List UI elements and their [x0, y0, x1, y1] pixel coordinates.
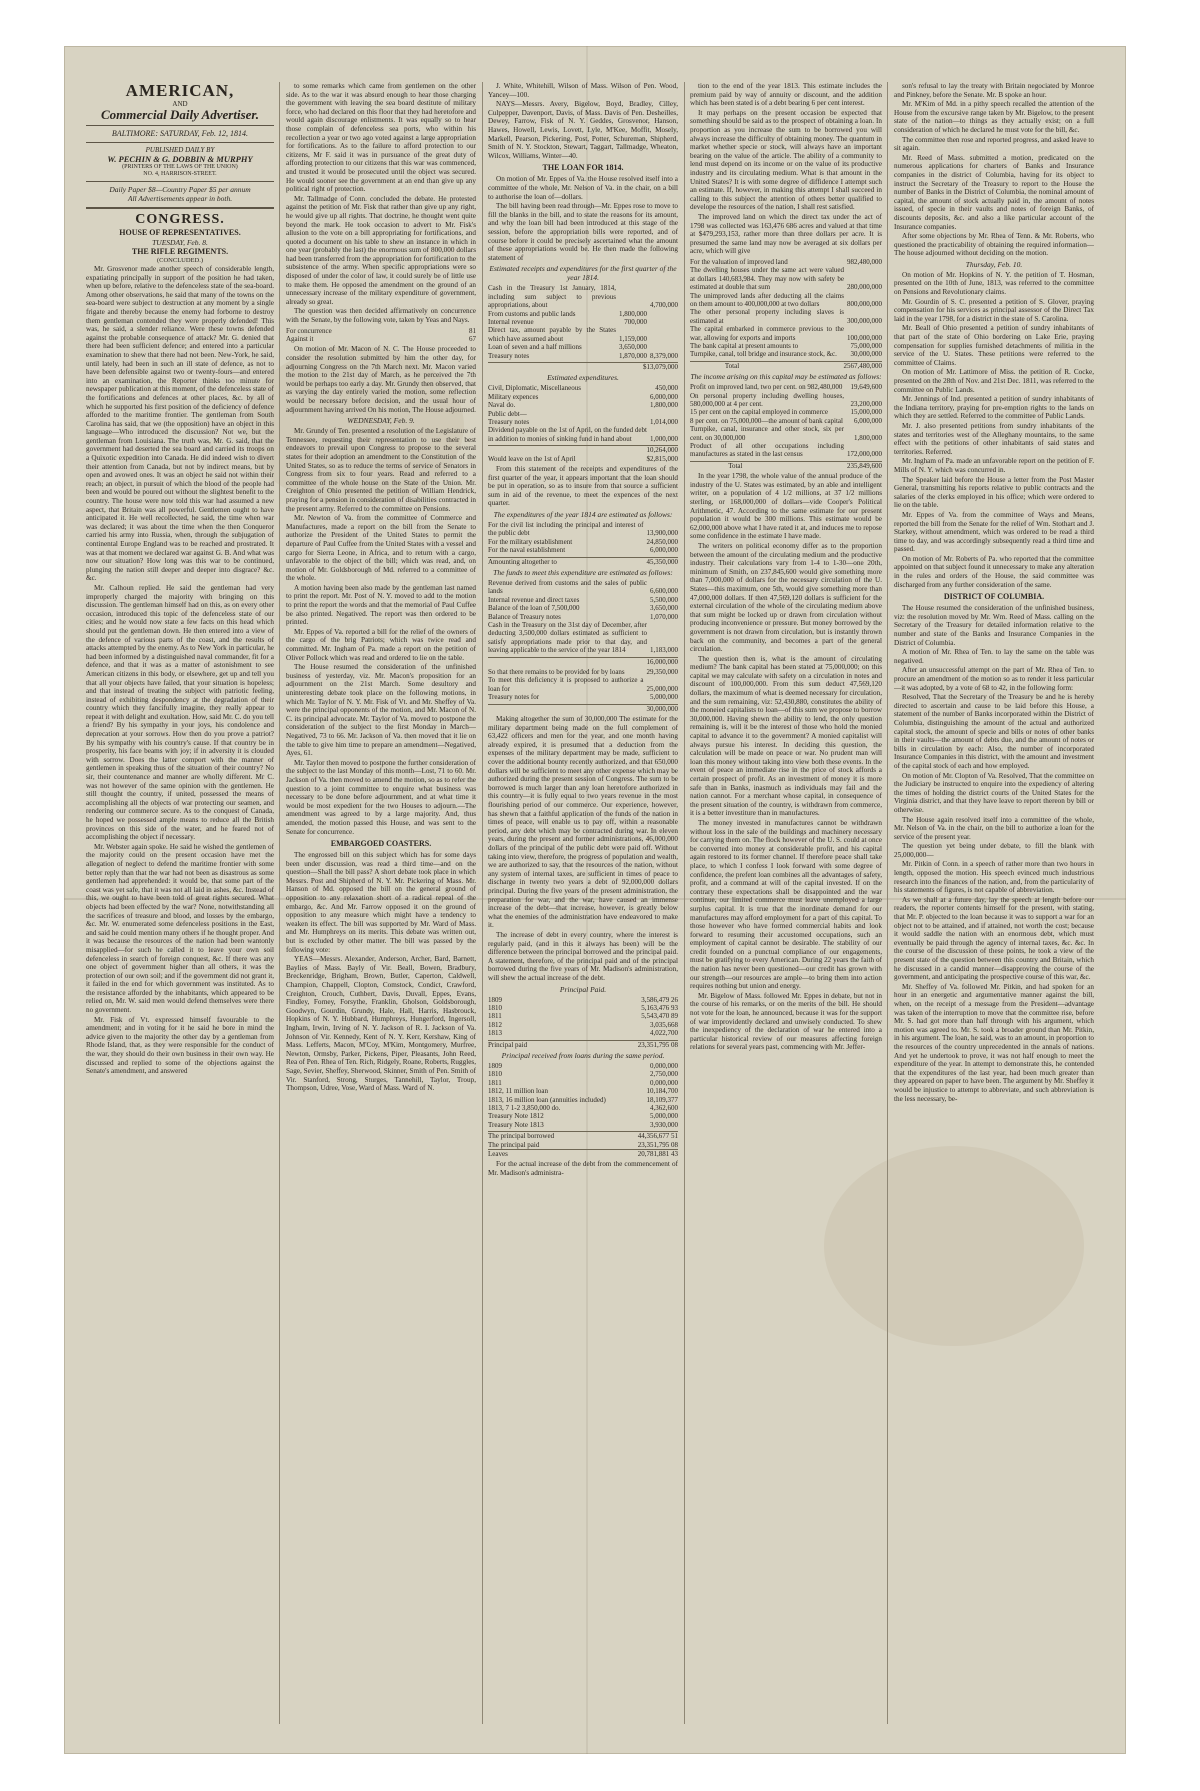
- paragraph: Mr. Beall of Ohio presented a petition of sundry inhabitants of that part of the state of Ohio bordering on Lake Erie, praying compensation for supplies furnished detachments of militia in the service of the U. States. These petitions were referred to the committee of Claims.: [894, 324, 1094, 367]
- paragraph: Mr. Sheffey of Va. followed Mr. Pitkin, and had spoken for an hour in an energetic and argumentative manner against the bill, when, on the receipt of a message from the President—advantage was taken of the interruption to move that the committee rise, before Mr. S. had got more than half through with his argument, which motion was agreed to. Mr. S. took a broader ground than Mr. Pitkin, in his argument. The loan, he said, was to an amount, in proportion to the resources of the country unprecedented in the annals of nations. And yet he undertook to prove, it was not half enough to meet the expenditure of the year. In attempt to demonstrate this, he contended that the expenditures of the last year, had been much greater than they appeared on paper to have been. The argument by Mr. Sheffey it would be injustice to attempt to abbreviate, and such abbreviation is the less necessary, be-: [894, 982, 1094, 1103]
- paragraph: Mr. Eppes of Va. reported a bill for the relief of the owners of the cargo of the brig Patriots; which was twice read and committed. Mr. Ingham of Pa. made a report on the petition of Oliver Pollock which was read and ordered to lie on the table.: [286, 627, 476, 662]
- figure-value: 700,000: [624, 317, 647, 326]
- figure-value: 5,000,000: [650, 693, 678, 702]
- masthead: [86, 82, 274, 209]
- remain-table: [488, 668, 678, 702]
- paragraph: Mr. Tallmadge of Conn. concluded the debate. He protested against the petition of Mr. Fisk that rather than give up any right, he would give up all rights. That doctrine, he thought went quite beyond the mark. He took occasion to advert to Mr. Fisk's allusion to the vote on a bill appropriating for fortifications, and quoted a document on his table to shew an instance in which in one year (probably the last) the enormous sum of 800,000 dollars had been transferred from the appropriation for fortification to the subsistence of the army. When specific appropriations were so disposed of under the color of law, it could surely be of little use to make them. He opposed the amendment on the ground of an unnecessary increase of the military expenditure of government, already so great.: [286, 194, 476, 306]
- figure-value: 1,000,000: [650, 434, 678, 443]
- figure-total: 8,379,000: [650, 351, 678, 360]
- figure-label: 1813, 7 1-2 3,850,000 do.: [488, 1103, 561, 1112]
- figure-label: Treasury notes for: [488, 693, 540, 702]
- figure-value: 15,000,000: [850, 408, 882, 417]
- figure-row: [690, 266, 882, 291]
- figure-value: 3,035,668: [650, 1020, 678, 1029]
- figure-value: 3,650,000: [619, 343, 647, 352]
- figure-value: 0,000,000: [650, 1078, 678, 1087]
- figure-label: For the valuation of improved land: [690, 257, 788, 266]
- figure-value: [616, 284, 647, 309]
- figure-value: 6,600,000: [650, 587, 678, 596]
- vote-label: Against it: [286, 335, 314, 344]
- figure-row: [488, 1112, 678, 1120]
- leaves-label: Leaves: [488, 1150, 603, 1159]
- expenditures-total-table: [488, 445, 678, 463]
- funds-total: 16,000,000: [488, 657, 678, 666]
- figure-total: [647, 326, 678, 343]
- paragraph: Mr. Grundy of Ten. presented a resolution of the Legislature of Tennessee, requesting their representation to use their best endeavors to prevail upon Congress to propose to the several states for their adoption an amendment to the Constitution of the United States, so as to reduce the terms of service of Senators in Congress from six to four years. Read and referred to a committee of the whole house on the State of the Union. Mr. Creighton of Ohio presented the petition of William Hendrick, praying for a pension in consideration of disabilities contracted in the present army. Referred to the committee on Pensions.: [286, 427, 476, 513]
- figure-label: Treasury Note 1812: [488, 1112, 544, 1121]
- column-5: [894, 82, 1094, 1724]
- paragraph: On motion of Mr. Roberts of Pa. who reported that the committee appointed on that subject found it unnecessary to make any alteration in the rules and orders of the House, the said committee was discharged from any further consideration of the same.: [894, 554, 1094, 589]
- paragraph: Mr. Webster again spoke. He said he wished the gentlemen of the majority could on the present occasion have met the allegation of neglect to defend the maritime frontier with some better reply than that the war had not been as disastrous as some gentlemen had apprehended: it would be, that some part of the coast was yet safe, that it was not all laid in ashes, &c. Instead of this, we ought to have been told of great rights secured. What objects had been effected by the war? None, notwithstanding all the sacrifices of treasure and blood, and losses by the embargo, &c. Mr. W. enumerated some defenceless positions in the East, and said he could mention many others if he thought proper. And it was because the resources of the nation had been wantonly misapplied—for such he called it to leave your own soil defenceless in search of foreign conquest, &c. If there was any one object of government higher than all others, it was the protection of our own soil; and if the government did not grant it, it failed in the end for which government was instituted. As to the resistance afforded by the inhabitants, which appeared to be relied on, Mr. W. said men would defend themselves were there no government.: [86, 842, 274, 1015]
- figure-row: [690, 308, 882, 325]
- figure-value: 5,543,470 89: [641, 1012, 678, 1021]
- figure-value: 450,000: [655, 384, 678, 393]
- expend-1814-total-label: Amounting altogether to: [488, 557, 615, 566]
- paragraph: to some remarks which came from gentlemen on the other side. As to the war it was absurd enough to hear those charging the government with leaving the sea board destitute of military force, who had declared on this floor that they had heretofore and would again discourage enlistments. It was equally so to hear those complain of defenceless sea ports, who within his recollection a year or two ago voted against a large appropriation for fortifications. As to the failure to afford protection to our citizens, Mr F. said it was in pursuance of the great duty of affording protection to our citizens that this war was commenced, and trusted it would be prosecuted until the object was secured. He would sooner see the government at an end than give up any political right of protection.: [286, 82, 476, 194]
- figure-value: 5,000,000: [650, 1112, 678, 1121]
- figure-row: [488, 676, 678, 693]
- figure-value: 4,362,600: [650, 1103, 678, 1112]
- figure-row: [488, 310, 678, 318]
- figure-label: Revenue derived from customs and the sales of public lands: [488, 579, 647, 596]
- receipts-total: $13,079,000: [488, 362, 678, 371]
- receipts-table: [488, 284, 678, 360]
- paragraph: Mr. Jennings of Ind. presented a petition of sundry inhabitants of the Indiana territory, praying for pre-emption rights to the lands on which they are settled. Referred to the committee of Public Lands.: [894, 395, 1094, 421]
- paragraph: The question yet being under debate, to fill the blank with 25,000,000—: [894, 842, 1094, 859]
- figure-label: 1809: [488, 1061, 502, 1070]
- borrowed-value: 44,356,677 51: [603, 1132, 678, 1141]
- masthead-and: AND: [172, 100, 188, 108]
- principal-paid-total-label: Principal paid: [488, 1040, 578, 1049]
- figure-value: 5,163,476 93: [641, 1003, 678, 1012]
- figure-label: For the naval establishment: [488, 546, 566, 555]
- paragraph: On motion of Mr. Lattimore of Miss. the petition of R. Cocke, presented on the 28th of Nov. and 21st Dec. 1811, was referred to the committee on Public Lands.: [894, 368, 1094, 394]
- figure-label: 1812, 11 million loan: [488, 1087, 549, 1096]
- income-total: 235,849,600: [742, 461, 882, 470]
- figure-label: Internal revenue: [488, 317, 534, 326]
- paragraph: The committee then rose and reported progress, and asked leave to sit again.: [894, 135, 1094, 153]
- paragraph: After an unsuccessful attempt on the part of Mr. Rhea of Ten. to procure an amendment of the motion so as to render it less particular—it was adopted, by a vote of 68 to 42, in the following form:: [894, 666, 1094, 692]
- publishers: W. PECHIN & G. DOBBIN & MURPHY: [107, 154, 253, 164]
- figure-value: 172,000,000: [847, 450, 882, 459]
- paragraph: Mr. Taylor then moved to postpone the further consideration of the subject to the last Monday of this month—Lost, 71 to 60. Mr. Jackson of Va. then moved to amend the motion, so as to refer the question to a joint committee to enquire what business was necessary to be done before adjournment, and at what time it would be most expedient for the two Houses to adjourn.—The amendment was agreed to by a large majority. And, thus amended, the motion passed this House, and was sent to the Senate for concurrence.: [286, 758, 476, 836]
- paragraph: Mr. Grosvenor made another speech of considerable length, expatiating principally in support of the position he had taken, when up before, relative to the defenceless state of the sea-board. Among other observations, he said that many of the towns on the sea-board were subject to destruction at any moment by a single frigate and thereby because the enemy had forborne to destroy them gentleman contended they were properly defended! This was, he said, a slender reliance. Were these towns defended against the probable consequence of attack? Mr. G. denied that there had been sufficient defence; and entered into a particular examination to shew that there had not been. New-York, he said, until lately, had been in such an ill state of defence, as not to have been defensible against two or twenty-fours—and entered into an examination, the Reporter thinks too minute for newspaper publication at this moment, of the defenceless state of the fortifications and defences at other places, &c. by all of which he supported his first position of the deficiency of defence afforded to the maritime frontier. The gentleman from South Carolina has said, that we (the opposition) have an object in this language—Who introduced the discussion? Not we, but the gentleman from Louisiana. The truth was, Mr. G. said, that the government had deserted the sea board and carried its troops on a Quixotic expedition into Canada. He did indeed wish to divert their attention from Canada, but not by indirect means, but by open and avowed ones. It was an object he said not within their reach; an object, in pursuit of which the blood of the people had been and would be poured out without the slightest benefit to the country. The house were now told this war had assumed a new aspect, that Britain was all powerful. Gentlemen ought to have anticipated it. He well recollected, he said, the time when war was declared; it was about the time when the then Conqueror carried his army into Russia, when, through the subjugation of continental Europe England was to be reached and prostrated. It was at that moment we declared war against G. B. And what was now our situation? How long was this war to be continued, plunging the nation still deeper and deeper into disgrace? &c. &c.: [86, 265, 274, 583]
- funds-table: [488, 579, 678, 655]
- property-total: 2567,480,000: [739, 361, 882, 370]
- figure-label: 1812: [488, 1020, 502, 1029]
- funds-heading: The funds to meet this expenditure are estimated as follows:: [493, 568, 673, 577]
- figure-label: Balance of Treasury notes: [488, 612, 561, 621]
- figure-row: [488, 343, 678, 351]
- figure-value: 1,870,000: [619, 351, 647, 360]
- figure-label: Turnpike, canal, toll bridge and insurance stock, &c.: [690, 350, 837, 359]
- figure-label: 1810: [488, 1070, 502, 1079]
- paragraph: From this statement of the receipts and expenditures of the first quarter of the year, it appears important that the loan should be put in operation, so as to insure from that source a sufficient sum in aid of the revenue, to meet the expences of the next quarter.: [488, 465, 678, 508]
- figure-row: [690, 383, 882, 391]
- figure-label: The capital embarked in commerce previous to the war, allowing for exports and imports: [690, 325, 844, 342]
- figure-value: 75,000,000: [850, 341, 882, 350]
- expenditures-total: 10,264,000: [624, 446, 678, 455]
- session-date: TUESDAY, Feb. 8.: [152, 238, 208, 247]
- figure-row: [488, 579, 678, 596]
- figure-label: Product of all other occupations including manufactures as stated in the last census: [690, 442, 844, 459]
- congress-heading: CONGRESS.: [135, 212, 225, 227]
- property-table: [690, 258, 882, 359]
- wednesday-heading: WEDNESDAY, Feb. 9.: [347, 416, 415, 426]
- figure-row: [488, 352, 678, 360]
- figure-value: 3,930,000: [650, 1120, 678, 1129]
- published-by: PUBLISHED DAILY BY: [145, 146, 215, 154]
- advertisement-terms: All Advertisements appear in both.: [127, 194, 233, 203]
- principal-paid-total-table: [488, 1040, 678, 1049]
- figure-label: Military expences: [488, 392, 539, 401]
- figure-row: [690, 342, 882, 350]
- paragraph: The House again resolved itself into a committee of the whole, Mr. Nelson of Va. in the chair, on the bill to authorize a loan for the service of the present year.: [894, 815, 1094, 841]
- thursday-heading: Thursday, Feb. 10.: [965, 259, 1023, 269]
- figure-value: 2,750,000: [650, 1070, 678, 1079]
- figure-value: [647, 410, 678, 418]
- paragraph: Mr. Reed of Mass. submitted a motion, predicated on the numerous applications for charters of Banks and Insurance companies in the district of Columbia, having for its object to instruct the Secretary of the Treasury to report to the House the number of Banks in the District of Columbia, the nominal amount of capital, the amount of stock actually paid in, the amount of notes issued, of specie in their vaults and notes of foreign Banks, of discounts deposits, &c. and also a like particular account of the Insurance companies.: [894, 153, 1094, 231]
- figure-value: 1,800,000: [854, 433, 882, 442]
- paragraph: On motion of Mr. Clopton of Va. Resolved, That the committee on the Judiciary be instructed to enquire into the expediency of altering the times of holding the district courts of the United States for the Virginia district, and that they have leave to report thereon by bill or otherwise.: [894, 771, 1094, 814]
- expend-1814-table: [488, 521, 678, 555]
- figure-row: [488, 521, 678, 538]
- balance-value: $2,815,000: [646, 454, 678, 463]
- income-total-table: [690, 461, 882, 470]
- figure-value: 18,109,377: [646, 1095, 678, 1104]
- property-total-table: [690, 361, 882, 370]
- figure-row: [488, 621, 678, 655]
- paragraph: On motion of Mr. Macon of N. C. The House proceeded to consider the resolution submitted by him the other day, for adjourning Congress on the 7th March next. Mr. Macon varied the motion to the 21st day of March, as he perceived the 7th would be perhaps too early a day. Mr. Grundy then observed, that as varying the day entirely varied the motion, some reflection would be necessary before decision, and the usual hour of adjournment having arrived On his motion, The House adjourned.: [286, 345, 476, 414]
- figure-value: 19,649,600: [850, 383, 882, 392]
- figure-label: Dividend payable on the 1st of April, on the funded debt in addition to monies of sinking fund in hand about: [488, 426, 647, 443]
- paragraph: NAYS—Messrs. Avery, Bigelow, Boyd, Bradley, Cilley, Culpepper, Davenport, Davis, of Mass. Davis of Pen. Desheilles, Dewey, Farrow, Fisk of N. Y. Geddes, Grosvenor, Hanson, Hawes, Howell, Lewis, Lovett, Lyle, M'Kee, Moffit, Mosely, Markell, Pearson, Pickering, Post, Potter, Schureman, Shipherd, Smith of N. Y. Stockton, Stewart, Taggart, Tallmadge, Wheaton, Wilcox, Williams, Winter—40.: [488, 100, 678, 160]
- figure-value: 30,000,000: [850, 350, 882, 359]
- received-heading: Principal received from loans during the same period.: [501, 1050, 665, 1060]
- paragraph: The bill having been read through—Mr. Eppes rose to move to fill the blanks in the bill, and to state the reasons for its amount, and why the loan bill had been introduced at this stage of the session, before the appropriation bills were reported, and of course before it could be precisely ascertained what the amount of these appropriations would be. He then made the following statement of: [488, 202, 678, 262]
- figure-label: So that there remains to be provided for by loans: [488, 668, 625, 677]
- paragraph: Mr. J. also presented petitions from sundry inhabitants of the states and territories west of the Alleghany mountains, to the same effect with the petitions of other inhabitants of said states and territories. Referred.: [894, 421, 1094, 456]
- coasters-heading: EMBARGOED COASTERS.: [330, 839, 432, 849]
- paragraph: Mr. Ingham of Pa. made an unfavorable report on the petition of F. Mills of N. Y. which was concurred in.: [894, 457, 1094, 474]
- figure-row: [690, 417, 882, 425]
- figure-value: 4,022,700: [650, 1029, 678, 1038]
- figure-row: [690, 425, 882, 442]
- figure-row: [690, 292, 882, 309]
- income-table: [690, 383, 882, 459]
- paragraph: The House resumed the consideration of the unfinished business of yesterday, viz. Mr. Macon's proposition for an adjournment on the 21st March. Some desultory and uninteresting debate took place on the following motions, in which Mr. Taylor of N. Y. Mr. Fisk of Vt. and Mr. Sheffey of Va. were the principal opponents of the motion, and Mr. Macon of N. C. its principal advocate. Mr. Taylor of Va. moved to postpone the consideration of the subject to the first Monday in March—Negatived, 73 to 66. Mr. Jackson of Va. then moved that it lie on the table to give him time to prepare an amendment—Negatived, Ayes, 61.: [286, 663, 476, 758]
- column-2: [286, 82, 476, 1724]
- figure-label: 1811: [488, 1012, 502, 1021]
- figure-label: From customs and public lands: [488, 309, 576, 318]
- figure-value: 13,900,000: [646, 529, 678, 538]
- paragraph: The Speaker laid before the House a letter from the Post Master General, transmitting his reports relative to public contracts and the salaries of the clerks employed in his office; which were ordered to lie on the table.: [894, 475, 1094, 510]
- figure-value: 1,014,000: [650, 417, 678, 426]
- paragraph: For the actual increase of the debt from the commencement of Mr. Madison's administra-: [488, 1160, 678, 1177]
- paragraph: Mr. M'Kim of Md. in a pithy speech recalled the attention of the House from the excursive range taken by Mr. Bigelow, to the present state of the nation—to things as they actually exist; on a full consideration of which he declared he must vote for the bill, &c.: [894, 100, 1094, 134]
- paragraph: son's refusal to lay the treaty with Britain negociated by Monroe and Pinkney, before the Senate. Mr. B spoke an hour.: [894, 82, 1094, 99]
- column-rule: [684, 82, 685, 1724]
- masthead-date: BALTIMORE: SATURDAY, Feb. 12, 1814.: [111, 129, 249, 138]
- figure-total: [647, 343, 678, 351]
- borrowed-label: The principal borrowed: [488, 1132, 603, 1141]
- figure-row: [488, 410, 678, 418]
- paragraph: In the year 1798, the whole value of the annual produce of the industry of the U. States was estimated, by an able and intelligent writer, on a population of 4 1/2 millions, at 37 1/2 millions sterling, or 168,000,000 of dollars—vide Cooper's Political Arithmetic, 47. According to the same estimate for our present population it would be 300 millions. This estimate would be 62,000,000 above what I have rated it at, and induces me to repose some confidence in the estimate I have made.: [690, 472, 882, 541]
- paragraph: The engrossed bill on this subject which has for some days been under discussion, was read a third time—and on the question—Shall the bill pass? A short debate took place in which Messrs. Post and Shipherd of N. Y. Mr. Pickering of Mass. Mr. Hanson of Md. opposed the bill on the general ground of opposition to any relaxation short of a radical repeal of the embargo, &c. And Mr. Farrow opposed it on the ground of opposition to any measure which might have a tendency to weaken its effect. The bill was supported by Mr. Ward of Mass. and Mr. Humphreys on its merits. This debate was written out, but is excluded by other matter. The bill was passed by the following vote:: [286, 851, 476, 954]
- figure-value: 1,183,000: [650, 646, 678, 655]
- figure-label: Direct tax, amount payable by the States which have assumed about: [488, 326, 616, 343]
- figure-value: 29,350,000: [646, 668, 678, 677]
- figure-label: Loan of seven and a half millions: [488, 343, 582, 352]
- figure-label: The bank capital at present amounts to: [690, 341, 799, 350]
- paragraph: Mr. Gourdin of S. C. presented a petition of S. Glover, praying compensation for his services as principal assessor of the Direct Tax laid in the year 1798, for a district in the state of S. Carolina.: [894, 297, 1094, 323]
- figure-label: Civil, Diplomatic, Miscellaneous: [488, 384, 581, 393]
- vote-label: For concurrence: [286, 326, 332, 335]
- figure-label: Balance of the loan of 7,500,000: [488, 604, 580, 613]
- property-total-label: Total: [690, 361, 739, 370]
- subscription-terms: Daily Paper $8—Country Paper $5 per annum: [109, 185, 251, 194]
- figure-row: [690, 258, 882, 266]
- figure-value: 1,800,000: [650, 401, 678, 410]
- leaves-value: 20,781,881 43: [603, 1150, 678, 1159]
- paragraph: After some objections by Mr. Rhea of Tenn. & Mr. Roberts, who questioned the practicability of obtaining the required information—The house adjourned without deciding on the motion.: [894, 232, 1094, 258]
- principal-paid-table: [488, 996, 678, 1038]
- paragraph: Mr. Newton of Va. from the committee of Commerce and Manufactures, made a report on the bill from the Senate to authorize the President of the United States to permit the departure of Paul Cuffee from the United States with a vessel and cargo for Sierra Leone, in Africa, and to return with a cargo, unfavorable to the object of the bill; which was read, and, on motion of Mr. Goldsborough of Md. referred to a committee of the whole.: [286, 514, 476, 583]
- figure-row: [488, 596, 678, 604]
- paragraph: YEAS—Messrs. Alexander, Anderson, Archer, Bard, Barnett, Baylies of Mass. Bayly of Vir. Beall, Bowen, Bradbury, Breckenridge, Brigham, Brown, Butler, Caperton, Caldwell, Champion, Chappell, Clopton, Comstock, Condict, Crawford, Creighton, Crouch, Cuthbert, Davis, Duvall, Eppes, Evans, Findley, Forney, Forsythe, Franklin, Gholson, Goldsborough, Goodwyn, Gourdin, Grundy, Hale, Hall, Harris, Hasbrouck, Hopkins of N. Y. Hubbard, Humphreys, Hungerford, Ingersoll, Ingham, Irwin, Irving of N. Y. Jackson of R. I. Jackson of Va. Johnson of Vir. Kennedy, Kent of N. Y. Kerr, Kershaw, King of Mass. Lefferts, Macon, M'Coy, M'Kim, Montgomery, Murfree, Newton, Ormsby, Parker, Pickens, Piper, Pleasants, John Reed, Rea of Pen. Rhea of Ten. Rich, Ridgely, Roane, Roberts, Ruggles, Sage, Sevier, Sheffey, Sherwood, Skinner, Smith of Pen. Smith of Vir. Stanford, Strong, Sturges, Tannehill, Taylor, Troup, Thompson, Udree, Vose, Ward of Mass. Ward of N.: [286, 955, 476, 1093]
- figure-label: For the civil list including the principal and interest of the public debt: [488, 520, 644, 538]
- figure-row: [488, 1104, 678, 1112]
- figure-label: 8 per cent. on 75,000,000—the amount of bank capital: [690, 416, 843, 425]
- expenditures-heading: Estimated expenditures.: [547, 373, 619, 383]
- column-rule: [482, 82, 483, 1724]
- figure-label: Treasury notes: [488, 351, 530, 360]
- receipts-total-table: [488, 362, 678, 371]
- balance-label: Would leave on the 1st of April: [488, 454, 576, 463]
- figure-total: [647, 318, 678, 326]
- figure-row: [488, 613, 678, 621]
- figure-value: 800,000,000: [847, 299, 882, 308]
- vote-value: 81: [469, 326, 476, 335]
- district-heading: DISTRICT OF COLUMBIA.: [943, 592, 1045, 602]
- figure-label: To meet this deficiency it is proposed to authorize a loan for: [488, 676, 644, 693]
- paragraph: Mr. Fisk of Vt. expressed himself favourable to the amendment; and in voting for it he said he bore in mind the advice given to the majority the other day by a gentleman from Rhode Island, that, as they were responsible for the conduct of the war, they should do their own business in their own way. He discussed and replied to some of the objections against the Senate's amendment, and answered: [86, 1015, 274, 1076]
- figure-row: [488, 1012, 678, 1020]
- paragraph: Mr. Calhoun replied. He said the gentleman had very improperly charged the majority with bringing on this discussion. The gentleman himself had on this, as on every other occasion, introduced this topic of the defenceless state of our cities; and he would now state a few facts on this head which should put the gentleman down. He then entered into a view of the defence of various parts of the coast, and the results of attacks attempted by the enemy. As to New York in particular, he had been informed by a distinguished naval commander, fit for a defence, and that it was as a matter of astonishment to see American citizens in this body, or elsewhere, get up and tell you that all your objects have failed, that your situation is hopeless; and that instead of treating the subject with patriotic feeling, instead of exhibiting despondency at the degradation of their country which they fancifully imagine, they really appear to repeat it with delight and exultation. How, said Mr. C. do you tell a friend? By his sympathy in your joys, his condolence and deprecation at your sorrows. How then do you prove a patriot? By his sympathy with his country's cause. If that country be in prosperity, his face beams with joy; if in adversity it is clouded with sorrow. Does the latter comport with the manner of gentlemen in speaking thus of the situation of their country? No sir, their countenance and manner are wholly different. Mr C. was not however of the same opinion with the gentlemen. He still thought the country, if united, possessed the means of accomplishing all the objects of war protecting our seamen, and rendering our commerce secure. As to the conquest of Canada, he hoped we possessed ample means to reduce all the British provinces on this side of the water, and he feared not of accomplishing the object if necessary.: [86, 583, 274, 842]
- summary-table: [488, 1131, 678, 1158]
- figure-value: 1,800,000: [619, 309, 647, 318]
- figure-total: [647, 310, 678, 318]
- loan-heading: THE LOAN FOR 1814.: [542, 163, 624, 173]
- figure-label: Naval do.: [488, 401, 516, 410]
- figure-row: [488, 996, 678, 1004]
- figure-label: The unimproved lands after deducting all the claims on them amount to 400,000,000 at two dollars: [690, 291, 844, 308]
- column-1: [86, 82, 274, 1724]
- figure-row: [488, 1079, 678, 1087]
- figure-value: 24,850,000: [646, 537, 678, 546]
- figure-row: [488, 393, 678, 401]
- figure-label: Profit on improved land, two per cent. on 982,480,000: [690, 383, 843, 392]
- figure-label: Public debt—: [488, 409, 527, 418]
- figure-label: 1810: [488, 1003, 502, 1012]
- paragraph: Mr. Eppes of Va. from the committee of Ways and Means, reported the bill from the Senate for the relief of Wm. Stothart and J. Starkey, without amendment, which was ordered to be read a third time to day, and was accordingly subsequently read a third time and passed.: [894, 510, 1094, 554]
- figure-value: 10,184,700: [646, 1087, 678, 1096]
- figure-row: [488, 1087, 678, 1095]
- remain-total: 30,000,000: [488, 704, 678, 713]
- figure-label: Cash in the Treasury on the 31st day of December, after deducting 3,500,000 dollars estimated as sufficient to satisfy appropriations made prior to that day, and leaving applicable to the service of the year 1814: [488, 621, 647, 655]
- estimate-heading: Estimated receipts and expenditures for the first quarter of the year 1814.: [489, 264, 677, 283]
- expend-1814-total: 45,350,000: [615, 557, 678, 566]
- figure-value: 982,480,000: [847, 257, 882, 266]
- vote-table: [286, 327, 476, 344]
- income-total-label: Total: [690, 461, 742, 470]
- figure-row: [488, 546, 678, 554]
- masthead-subtitle: Commercial Daily Advertiser.: [100, 107, 260, 122]
- figure-label: 1813, 16 million loan (annuities included): [488, 1095, 606, 1104]
- paid-label: The principal paid: [488, 1140, 540, 1149]
- paragraph: The increase of debt in every country, where the interest is regularly paid, (and in this it always has been) will be the difference between the principal borrowed and the principal paid. A statement, therefore, of the principal paid and of the principal borrowed during the five years of Mr. Madison's administration, will shew the actual increase of the debt.: [488, 930, 678, 982]
- figure-label: Treasury notes: [488, 417, 530, 426]
- column-4: [690, 82, 882, 1724]
- paragraph: It may perhaps on the present occasion be expected that something should be said as to the prospect of obtaining a loan. In proportion as you increase the sum to be borrowed you will always increase the difficulty of obtaining money. The quantum in market whether specie or stock, will always have an important bearing on the value of the article. The ability of a community to lend must depend on its income or on the value of its productive industry and its circulating medium. What is that amount in the United States? It is with some degree of diffidence I attempt such an estimate. If, however, in making this attempt I shall succeed in calling to this subject the attention of others better qualified to develope the resources of the nation, I shall rest satisfied.: [690, 108, 882, 212]
- figure-row: [690, 325, 882, 342]
- paragraph: J. White, Whitehill, Wilson of Mass. Wilson of Pen. Wood, Yancey—100.: [488, 82, 678, 99]
- figure-label: Turnpike, canal, insurance and other stock, six per cent. on 30,000,000: [690, 425, 844, 442]
- paragraph: The money invested in manufactures cannot be withdrawn without loss in the sale of the buildings and machinery necessary for carrying them on. The flock however of the U. S. could at once be converted into money at considerable profit, and his capital again restored to its former channel. If therefore peace shall take place, to which I confess I look forward with some degree of confidence, the prefent loan combines all the advantages of safety, profit, and a command at will of the capital invested. If on the contrary these expectations shall be disappointed and the war continue, our limited commerce must leave unemployed a large surplus capital. It is true that the inordinate demand for our manufactures may afford employment for a part of this capital. To those however who have formed commercial habits and look forward to resuming their accustomed occupations, such an employment of capital cannot be desirable. The stability of our credit founded on a punctual compliance of our engagements, must be gratifying to every American. During 22 years the faith of the nation has never been questioned—our credit has grown with our strength—our resources are ample—to bring them into action requires nothing but union and energy.: [690, 818, 882, 991]
- figure-row: [690, 392, 882, 409]
- figure-row: [488, 538, 678, 546]
- figure-row: [488, 284, 678, 309]
- paragraph: A motion having been also made by the gentleman last named to print the report. Mr. Post of N. Y. moved to add to the motion to print the report the words and that the memorial of Paul Cuffee be also printed. Negatived. The report was then ordered to be printed.: [286, 583, 476, 627]
- expend-1814-heading: The expenditures of the year 1814 are estimated as follows:: [493, 509, 673, 519]
- column-rule: [279, 82, 280, 1724]
- figure-value: 3,650,000: [650, 604, 678, 613]
- paragraph: On motion of Mr. Eppes of Va. the House resolved itself into a committee of the whole, Mr. Nelson of Va. in the chair, on a bill to authorise the loan of—dollars.: [488, 175, 678, 201]
- figure-label: The dwelling houses under the same act were valued at dollars 140,683,984. They may now with safety be estimated at double that sum: [690, 266, 844, 292]
- paragraph: As we shall at a future day, lay the speech at length before our readers, the reporter contents himself for the present, with stating, that Mr. P. objected to the loan because it was to support a war for an object not to be attained, and if attained, not worth the cost; because it would saddle the nation with an enormous debt, which must eventually be paid through the agency of internal taxes, &c. &c. In the course of the discussion of these points, he took a view of the present state of the question between this country and Britain, which he discussed in a candid manner—disapproving the course of the government, and anticipating the prospective course of this war, &c.: [894, 895, 1094, 982]
- paragraph: On motion of Mr. Hopkins of N. Y. the petition of T. Hosman, presented on the 10th of June, 1813, was referred to the committee on Pensions and Revolutionary claims.: [894, 270, 1094, 297]
- figure-row: [488, 384, 678, 392]
- figure-label: 1809: [488, 995, 502, 1004]
- figure-row: [488, 668, 678, 676]
- figure-row: [690, 350, 882, 358]
- figure-value: 5,500,000: [650, 595, 678, 604]
- figure-label: 1813: [488, 1029, 502, 1038]
- publisher-address: NO. 4, HARRISON-STREET.: [143, 171, 217, 177]
- figure-row: [488, 1004, 678, 1012]
- concluded-note: (CONCLUDED.): [156, 257, 204, 264]
- paragraph: The writers on political economy differ as to the proportion between the amount of the circulating medium and the productive industry. Their calculations vary from 1-4 to 1-30—one 20th, minimum of Smith, on 237,845,600 would give something more than 7,000,000 of dollars for the necessary circulation of the U. States—this maximum, one 5th, would give something more than 47,000,000 dollars. If then 47,569,120 dollars is sufficient for the external circulation of the whole of the circulating medium above that sum might be locked up or drawn from circulation without producing inconvenience or pressure. But money borrowed by the government is not drawn from circulation, but is instantly thrown back on the community, and becomes a part of the general circulation.: [690, 541, 882, 654]
- figure-value: 25,000,000: [646, 684, 678, 693]
- figure-value: 300,000,000: [847, 316, 882, 325]
- figure-value: 1,070,000: [650, 612, 678, 621]
- figure-row: [488, 1062, 678, 1070]
- figure-label: Internal revenue and direct taxes: [488, 595, 580, 604]
- figure-row: [488, 1021, 678, 1029]
- figure-label: The other personal property including slaves is estimated at: [690, 308, 844, 325]
- figure-row: [488, 1070, 678, 1078]
- figure-value: 6,000,000: [650, 392, 678, 401]
- figure-value: 6,000,000: [854, 416, 882, 425]
- column-3: [488, 82, 678, 1724]
- paragraph: A motion of Mr. Rhea of Ten. to lay the same on the table was negatived.: [894, 648, 1094, 665]
- figure-label: 15 per cent on the capital employed in commerce: [690, 408, 829, 417]
- figure-value: 100,000,000: [847, 333, 882, 342]
- figure-row: [690, 408, 882, 416]
- paragraph: The question was then decided affirmatively on concurrence with the Senate, by the following vote, taken by Yeas and Nays.: [286, 307, 476, 325]
- expenditures-table: [488, 384, 678, 443]
- figure-row: [488, 604, 678, 612]
- funds-total-table: [488, 657, 678, 666]
- received-table: [488, 1062, 678, 1129]
- paragraph: Mr. Bigelow of Mass. followed Mr. Eppes in debate, but not in the course of his remarks, or on the merits of the bill. He should not vote for the loan, he announced, because it was for the support of war improvidently declared and unwisely conducted. To shew the inexpediency of the declaration of war he entered into a particular historical review of our measures affecting foreign relations for several years past, commencing with Mr. Jeffer-: [690, 991, 882, 1052]
- column-rule: [887, 82, 888, 1724]
- newspaper-page: [64, 46, 1126, 1754]
- principal-paid-total: 23,351,795 08: [578, 1040, 678, 1049]
- figure-label: 1811: [488, 1078, 502, 1087]
- section-heading: THE RIFLE REGIMENTS.: [131, 247, 229, 256]
- figure-row: [488, 418, 678, 426]
- principal-paid-heading: Principal Paid.: [559, 984, 607, 994]
- figure-row: [488, 1121, 678, 1129]
- figure-label: Cash in the Treasury 1st January, 1814, including sum subject to previous appropriations, about: [488, 284, 616, 310]
- figure-value: 1,159,000: [619, 334, 647, 343]
- vote-value: 67: [469, 335, 476, 344]
- figure-total: 4,700,000: [650, 301, 678, 310]
- figure-row: [488, 326, 678, 343]
- figure-value: 23,200,000: [850, 399, 882, 408]
- expend-1814-total-table: [488, 557, 678, 566]
- figure-value: 3,586,479 26: [641, 995, 678, 1004]
- figure-value: 280,000,000: [847, 283, 882, 292]
- paragraph: The question then is, what is the amount of circulating medium? The bank capital has been stated at 75,000,000; on this capital we may calculate with safety on a circulation in notes and discount of 100,000,000. From this sum deduct 47,569,120 dollars, the maximum of what is deemed necessary for circulation, and the sum remaining, viz: 52,430,880, constitutes the ability of the moneied capitalists to loan—of this sum we propose to borrow 30,000,000. Having shewn the ability to lend, the only question remaining is, will it be the interest of those who hold the monied capital to advance it to the government? A monied capitalist will always pursue his interest. In deciding this question, the calculation will be made on peace or war. No prudent man will loan this money without taking into view both these events. In the event of peace an immediate rise in the price of stock affords a certain prospect of profit. As an investment of money it is more safe than in Banks, inasmuch as individuals may fail and the nation cannot. For a merchant whose capital, in consequence of the present situation of the country, is withdrawn from commerce, it is a better investiture than in manufactures.: [690, 654, 882, 818]
- printers-note: (PRINTERS OF THE LAWS OF THE UNION): [122, 164, 238, 170]
- figure-row: [488, 693, 678, 701]
- house-heading: HOUSE OF REPRESENTATIVES.: [119, 228, 241, 237]
- figure-label: For the military establishment: [488, 537, 573, 546]
- figure-label: Treasury Note 1813: [488, 1120, 544, 1129]
- figure-row: [488, 426, 678, 443]
- figure-value: 0,000,000: [650, 1061, 678, 1070]
- masthead-title: AMERICAN,: [125, 82, 235, 100]
- figure-row: [488, 401, 678, 409]
- remain-total-table: [488, 704, 678, 713]
- figure-row: [488, 318, 678, 326]
- figure-row: [488, 1029, 678, 1037]
- figure-label: On personal property including dwelling houses, 580,000,000 at 4 per cent.: [690, 391, 844, 408]
- figure-value: 6,000,000: [650, 546, 678, 555]
- paragraph: The improved land on which the direct tax under the act of 1798 was collected was 163,476 686 acres and valued at that time at $479,293,153, rather more than three dollars per acre. It is presumed the same land may now be averaged at six dollars per acre, which will give: [690, 212, 882, 256]
- paragraph: Making altogether the sum of 30,000,000 The estimate for the military department being made on the full complement of 63,422 officers and men for the year, and one month having already expired, it is presumed that a deduction from the expenses of the military department may be made, sufficient to cover the additional bounty recently authorized, and that 650,000 dollars will be sufficient to meet any other expense which may be authorized during the present session of Congress. The sum to be borrowed is much larger than any loan heretofore authorized in this country—it is fully equal to two years revenue in the most flourishing period of our commerce. Our experience, however, has shewn that a faithful application of the funds of the nation in times of peace, will enable us to pay off, within a reasonable period, any debt which may be contracted during war. In eleven years, during the present and former administrations, 46,000,000 dollars of the principal of the public debt were paid off. Without taking into view, therefore, the progress of population and wealth, we are authorized to say, that the resources of the nation, without any system of internal taxes, are sufficient in times of peace to discharge in twenty two years a debt of 92,000,000 dollars principal. During the five years of the present administration, the preparation for war, and the war, have caused an immense increase of the debt—that increase, however, is greatly below what the enemies of the administration have endeavored to make it.: [488, 715, 678, 930]
- paragraph: Mr. Pitkin of Conn. in a speech of rather more than two hours in length, opposed the motion. His speech evinced much industrious research into the finances of the nation, and, from the particularity of his statements of figures, is not capable of abbreviation.: [894, 860, 1094, 895]
- paid-value: 23,351,795 08: [637, 1140, 678, 1149]
- figure-row: [488, 1096, 678, 1104]
- figure-row: [690, 442, 882, 459]
- income-heading: The income arising on this capital may be estimated as follows:: [690, 372, 882, 382]
- paragraph: Resolved, That the Secretary of the Treasury be and he is hereby directed to ascertain and cause to be laid before this House, a statement of the number of Banks incorporated within the District of Columbia, distinguishing the amount of the actual and authorized capital stock, the amount of specie and bills or notes of other banks in their vaults—the amount of debts due, and the amount of notes or bills in circulation by each: Also, the number of incorporated Insurance Companies in this district, with the amount and investment of the capital stock of each and how employed.: [894, 693, 1094, 770]
- paragraph: The House resumed the consideration of the unfinished business, viz: the resolution moved by Mr. Wm. Reed of Mass. calling on the Secretary of the Treasury for detailed information relative to the number and state of the Banks and Insurance Companies in the District of Columbia.: [894, 604, 1094, 647]
- paragraph: tion to the end of the year 1813. This estimate includes the premium paid by way of annuity or discount, and the addition which has been stated is of a debt bearing 6 per cent interest.: [690, 82, 882, 108]
